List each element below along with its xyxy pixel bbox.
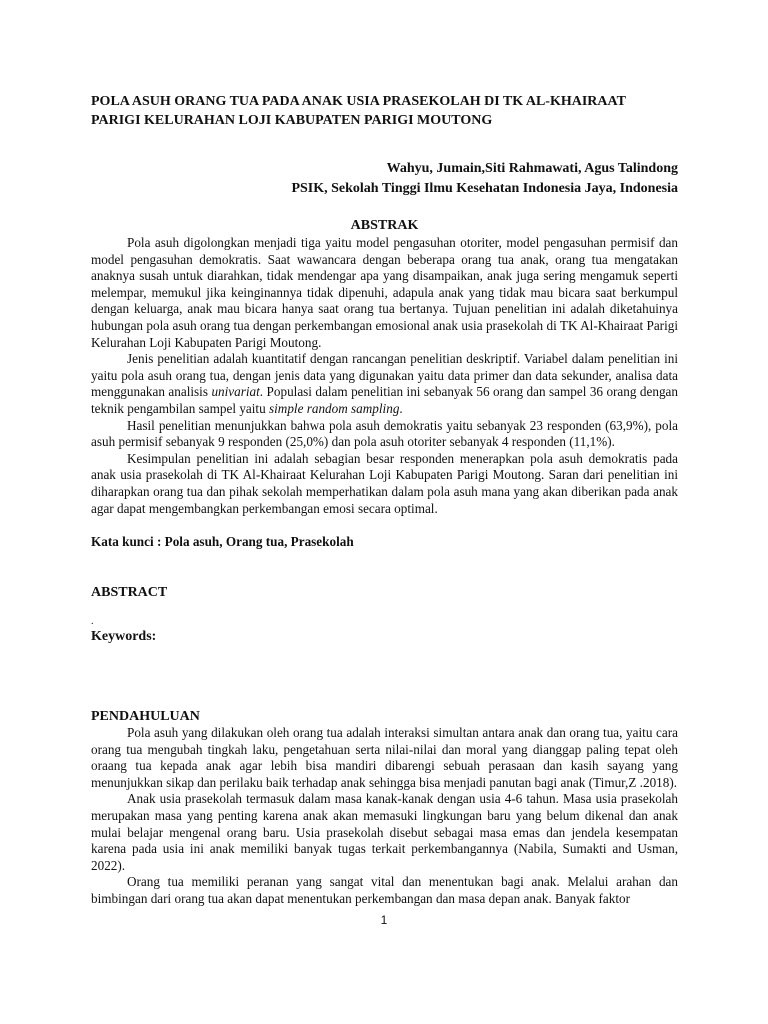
section-heading-pendahuluan: PENDAHULUAN [91,709,200,725]
kata-kunci: Kata kunci : Pola asuh, Orang tua, Prasekolah [91,534,354,550]
abstrak-paragraph-1: Pola asuh digolongkan menjadi tiga yaitu model pengasuhan otoriter, model pengasuhan permisif dan model pengasuhan demokratis. Saat wawancara dengan beberapa orang tua anak, orang tua mengatakan anaknya susah untuk diarahkan, tidak mendengar apa yang disampaikan, anak juga sering mengamuk seperti melempar, memukul jika keinginannya tidak dipenuhi, adapula anak yang tidak mau bicara saat berkumpul dengan keluarga, anak mau bicara hanya saat orang tua bertanya. Tujuan penelitian ini adalah diketahuinya hubungan pola asuh orang tua dengan perkembangan emosional anak usia prasekolah di TK Al-Khairaat Parigi Kelurahan Loji Kabupaten Parigi Moutong. [91,235,678,350]
abstract-body-dot: . [91,616,94,628]
affiliation: PSIK, Sekolah Tinggi Ilmu Kesehatan Indonesia Jaya, Indonesia [291,181,678,196]
intro-paragraph-1: Pola asuh yang dilakukan oleh orang tua adalah interaksi simultan antara anak dan orang tua, yaitu cara orang tua mengubah tingkah laku, pengetahuan serta nilai-nilai dan moral yang dianggap paling tepat oleh oraang tua kepada anak agar lebih bisa mandiri dibarengi sebuah perasaan dan kasih sayang yang menunjukkan sikap dan perilaku baik terhadap anak sehingga bisa menjadi panutan bagi anak (Timur,Z .2018). [91,725,678,790]
intro-paragraph-3: Orang tua memiliki peranan yang sangat vital dan menentukan bagi anak. Melalui arahan dan bimbingan dari orang tua akan dapat menentukan perkembangan dan masa depan anak. Banyak faktor [91,874,678,907]
abstrak-p2-text-b: . Populasi dalam penelitian ini sebanyak 56 orang dan sampel 36 orang dengan teknik pengambilan sampel yaitu [91,384,679,416]
intro-paragraph-2: Anak usia prasekolah termasuk dalam masa kanak-kanak dengan usia 4-6 tahun. Masa usia prasekolah merupakan masa yang penting karena anak akan memasuki lingkungan baru yang belum dikenal dan anak mulai belajar mengenal orang baru. Usia prasekolah disebut sebagai masa emas dan jendela kesempatan karena pada usia ini anak memiliki banyak tugas terkait perkembangannya (Nabila, Sumakti and Usman, 2022). [91,791,678,873]
title-line-2: PARIGI KELURAHAN LOJI KABUPATEN PARIGI MOUTONG [91,113,493,128]
abstrak-p2-text-a: Jenis penelitian adalah kuantitatif dengan rancangan penelitian deskriptif. Variabel dalam penelitian ini yaitu pola asuh orang tua, dengan jenis data yang digunakan yaitu data primer dan data sekunder, analisa data menggunakan analisis [91,351,678,400]
abstrak-p2-text-c: . [399,400,403,416]
title-line-1: POLA ASUH ORANG TUA PADA ANAK USIA PRASEKOLAH DI TK AL-KHAIRAAT [91,94,626,109]
authors: Wahyu, Jumain,Siti Rahmawati, Agus Talindong [386,161,678,176]
abstrak-p2-italic-1: univariat [211,384,260,400]
paper-title [91,92,678,130]
page-content [91,92,678,908]
author-block [91,159,678,199]
abstrak-paragraph-3: Hasil penelitian menunjukkan bahwa pola asuh demokratis yaitu sebanyak 23 responden (63,9%), pola asuh permisif sebanyak 9 responden (25,0%) dan pola asuh otoriter sebanyak 4 responden (11,1%). [91,417,678,450]
keywords-label: Keywords: [91,629,157,645]
abstrak-paragraph-4: Kesimpulan penelitian ini adalah sebagian besar responden menerapkan pola asuh demokratis pada anak usia prasekolah di TK Al-Khairaat Kelurahan Loji Kabupaten Parigi Moutong. Saran dari penelitian ini diharapkan orang tua dan pihak sekolah memperhatikan dalam pola asuh mana yang akan diberikan pada anak agar dapat mengembangkan perkembangan emosi secara optimal. [91,450,678,516]
abstrak-heading: ABSTRAK [350,218,419,233]
page-number: 1 [380,913,388,927]
abstrak-paragraph-2 [91,351,678,417]
abstrak-p2-italic-2: simple random sampling [269,400,400,416]
abstract-heading: ABSTRACT [91,585,168,601]
